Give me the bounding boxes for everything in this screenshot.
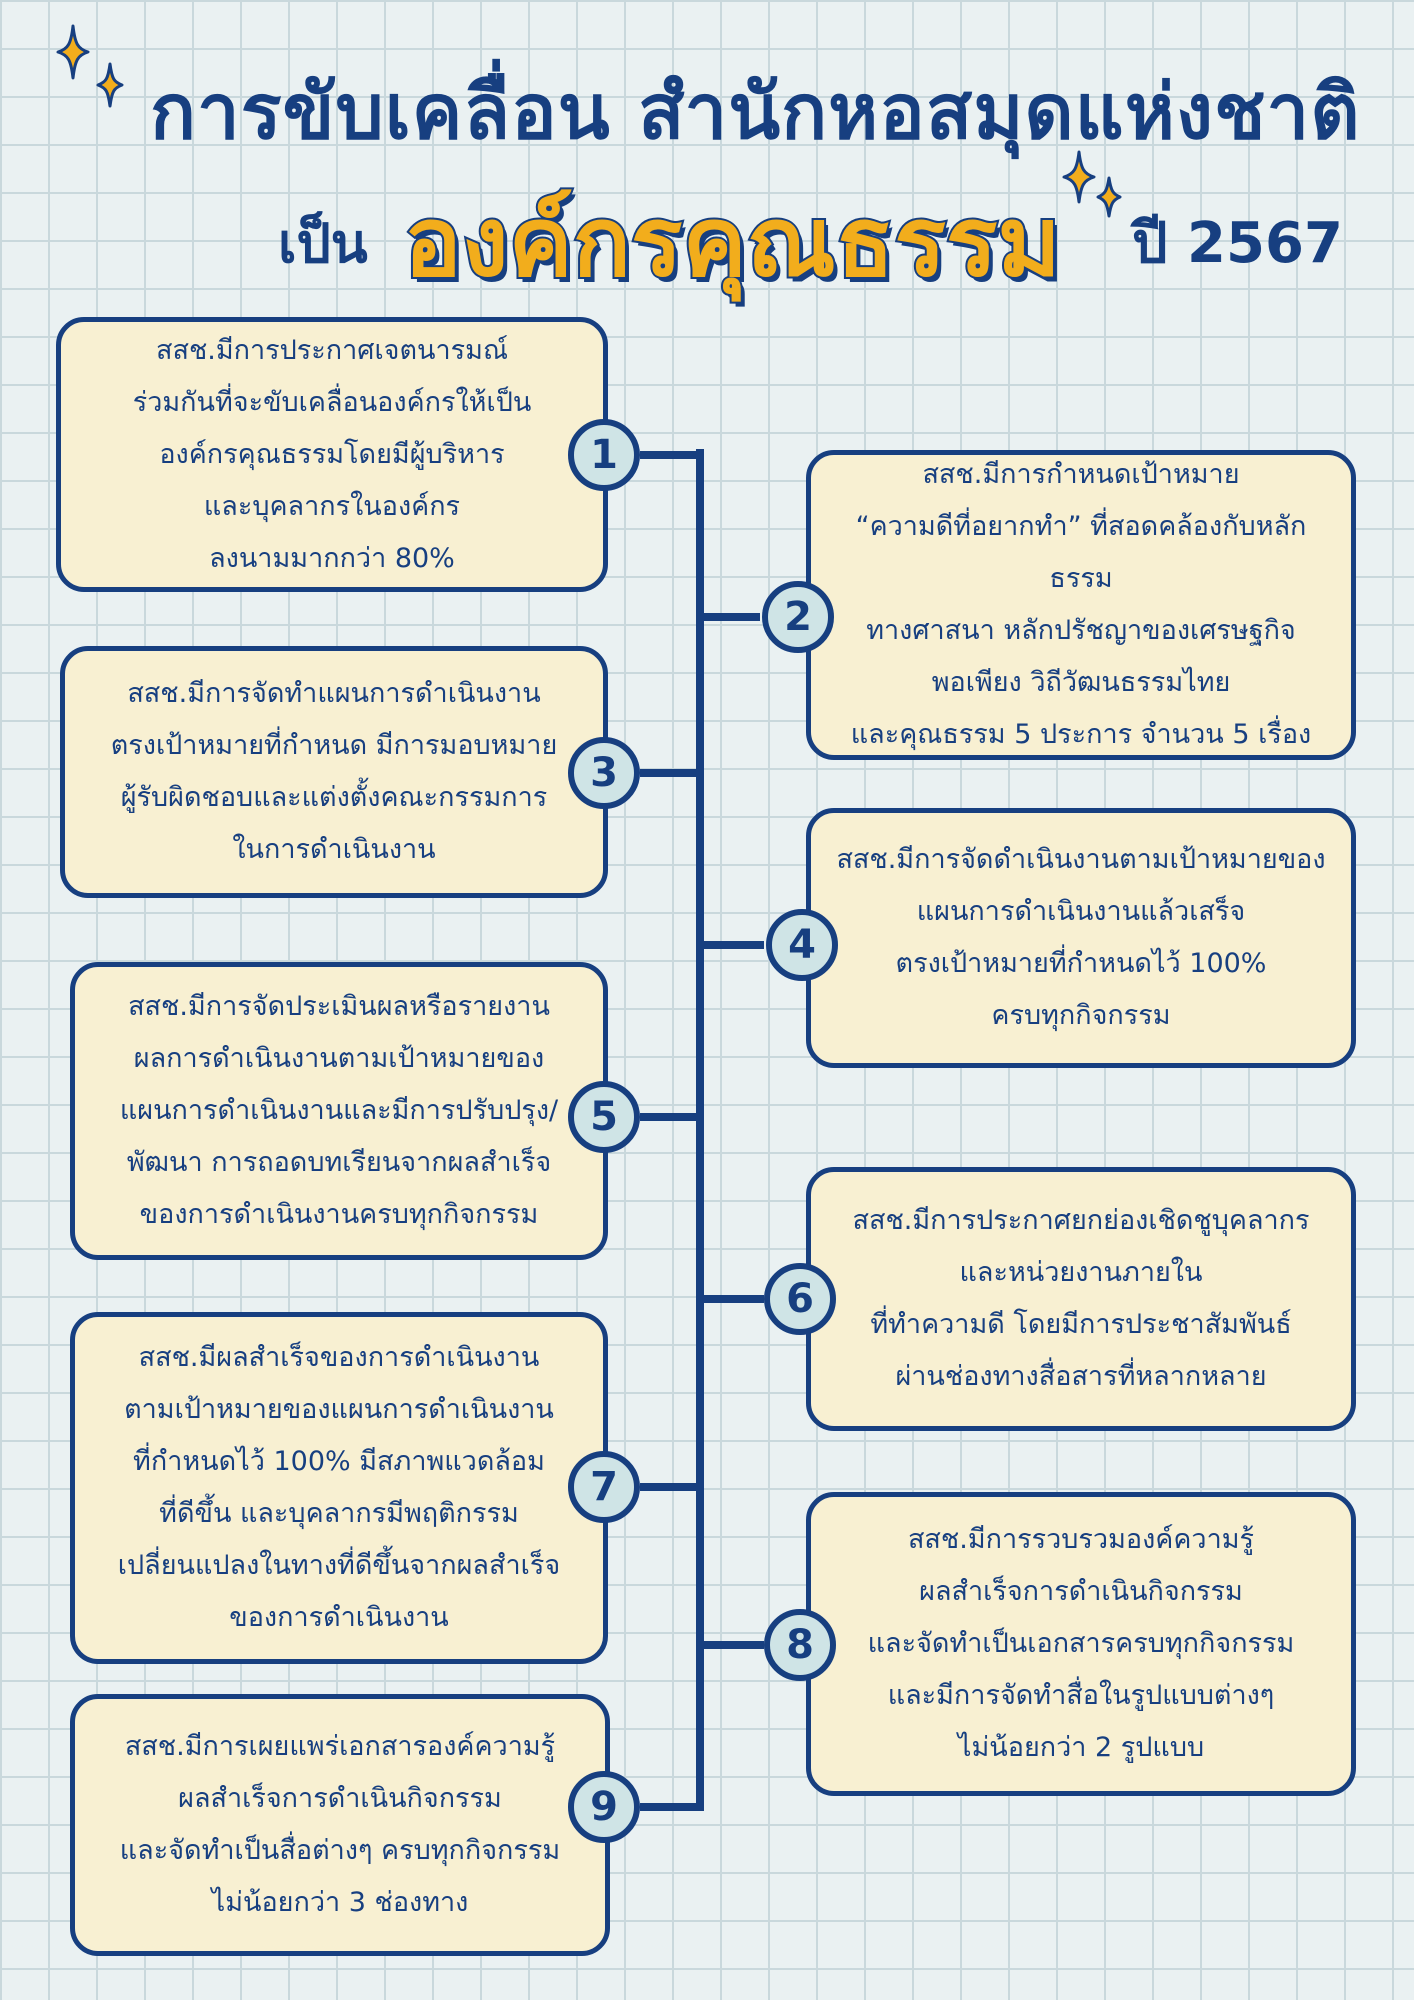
sparkle-icon [56,24,90,80]
step-box-3 [60,646,608,898]
timeline-spine [696,449,704,1811]
step-text: สสช.มีผลสำเร็จของการดำเนินงาน ตามเป้าหมายของแผนการดำเนินงาน ที่กำหนดไว้ 100% มีสภาพแวดล้อม ที่ดีขึ้น และบุคลากรมีพฤติกรรม เปลี่ยนแปลงในทางที่ดีขึ้นจากผลสำเร็จ ของการดำเนินงาน [117,1342,561,1633]
connector-7 [640,1483,700,1491]
connector-4 [700,941,764,949]
page-title: การขับเคลื่อน สำนักหอสมุดแห่งชาติ [150,67,1361,156]
sparkle-icon [1096,176,1122,218]
step-box-8 [806,1492,1356,1796]
step-text: สสช.มีการรวบรวมองค์ความรู้ ผลสำเร็จการดำเนินกิจกรรม และจัดทำเป็นเอกสารครบทุกกิจกรรม และมีการจัดทำสื่อในรูปแบบต่างๆ ไม่น้อยกว่า 2 รูปแบบ [867,1524,1295,1763]
step-text: สสช.มีการประกาศเจตนารมณ์ ร่วมกันที่จะขับเคลื่อนองค์กรให้เป็น องค์กรคุณธรรมโดยมีผู้บริหาร และบุคลากรในองค์กร ลงนามมากกว่า 80% [132,334,532,574]
connector-6 [700,1295,764,1303]
step-box-9 [70,1694,610,1956]
step-number-7: 7 [568,1451,640,1523]
step-text: สสช.มีการประกาศยกย่องเชิดชูบุคลากร และหน่วยงานภายใน ที่ทำความดี โดยมีการประชาสัมพันธ์ ผ่านช่องทางสื่อสารที่หลากหลาย [852,1205,1310,1392]
title-highlight: องค์กรคุณธรรม [404,186,1061,298]
step-text: สสช.มีการจัดดำเนินงานตามเป้าหมายของ แผนการดำเนินงานแล้วเสร็จ ตรงเป้าหมายที่กำหนดไว้ 100% ครบทุกกิจกรรม [836,844,1326,1031]
connector-8 [700,1641,764,1649]
step-number-4: 4 [766,909,838,981]
step-number-9: 9 [568,1771,640,1843]
title-year: ปี 2567 [1132,211,1343,276]
step-box-4 [806,808,1356,1068]
step-number-2: 2 [762,581,834,653]
step-box-5 [70,962,608,1260]
connector-2 [700,613,760,621]
step-text: สสช.มีการเผยแพร่เอกสารองค์ความรู้ ผลสำเร็จการดำเนินกิจกรรม และจัดทำเป็นสื่อต่างๆ ครบทุกกิจกรรม ไม่น้อยกว่า 3 ช่องทาง [119,1731,561,1918]
connector-5 [640,1113,700,1121]
step-text: สสช.มีการจัดทำแผนการดำเนินงาน ตรงเป้าหมายที่กำหนด มีการมอบหมาย ผู้รับผิดชอบและแต่งตั้งคณะกรรมการ ในการดำเนินงาน [110,678,558,865]
connector-9 [640,1803,700,1811]
step-box-7 [70,1312,608,1664]
step-number-3: 3 [568,737,640,809]
connector-3 [640,769,700,777]
step-number-1: 1 [568,419,640,491]
step-text: สสช.มีการกำหนดเป้าหมาย “ความดีที่อยากทำ” ที่สอดคล้องกับหลักธรรม ทางศาสนา หลักปรัชญาของเศรษฐกิจ พอเพียง วิถีวัฒนธรรมไทย และคุณธรรม 5 ประการ จำนวน 5 เรื่อง [850,459,1312,750]
connector-1 [640,451,700,459]
step-box-2 [806,450,1356,760]
step-number-6: 6 [764,1263,836,1335]
sparkle-icon [96,62,124,108]
step-text: สสช.มีการจัดประเมินผลหรือรายงาน ผลการดำเนินงานตามเป้าหมายของ แผนการดำเนินงานและมีการปรับปรุง/ พัฒนา การถอดบทเรียนจากผลสำเร็จ ของการดำเนินงานครบทุกกิจกรรม [119,991,559,1230]
step-box-6 [806,1167,1356,1431]
title-prefix: เป็น [278,212,368,275]
step-box-1 [56,317,608,592]
step-number-8: 8 [764,1609,836,1681]
step-number-5: 5 [568,1081,640,1153]
